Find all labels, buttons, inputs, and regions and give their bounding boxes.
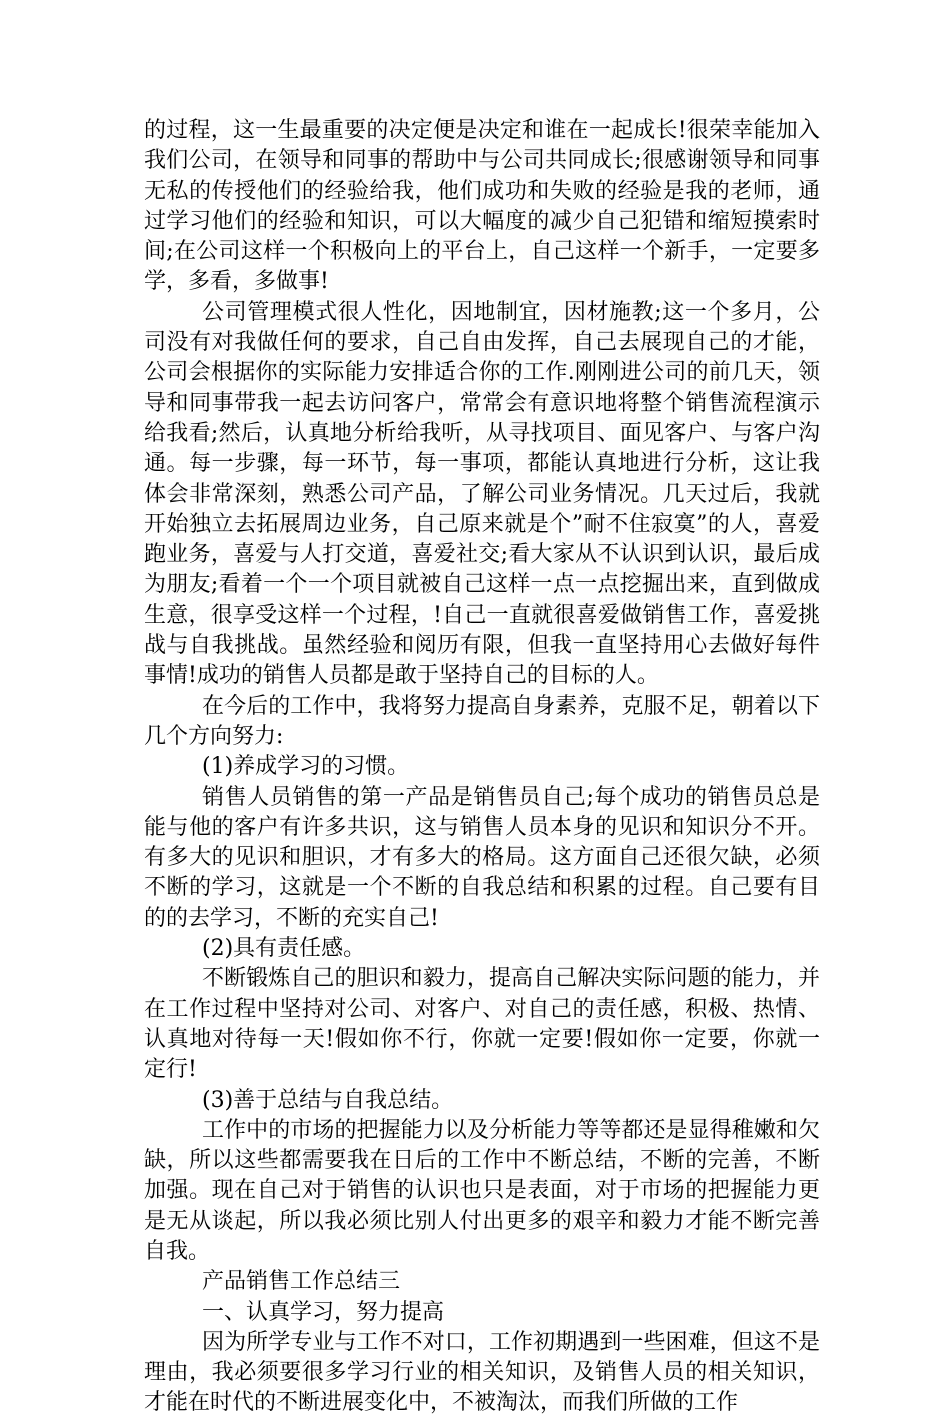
paragraph-7: 因为所学专业与工作不对口，工作初期遇到一些困难，但这不是理由，我必须要很多学习行业的相关知识，及销售人员的相关知识，才能在时代的不断进展变化中，不被淘汰，而我们所做的工作 xyxy=(144,1329,820,1416)
paragraph-3: 在今后的工作中，我将努力提高自身素养，克服不足，朝着以下几个方向努力: xyxy=(144,693,820,749)
list-heading-1: (1)养成学习的习惯。 xyxy=(202,754,410,780)
document-body xyxy=(144,116,820,1419)
section-heading: 一、认真学习，努力提高 xyxy=(202,1299,445,1325)
list-heading-3: (3)善于总结与自我总结。 xyxy=(202,1087,454,1113)
paragraph-1: 的过程，这一生最重要的决定便是决定和谁在一起成长!很荣幸能加入我们公司，在领导和同事的帮助中与公司共同成长;很感谢领导和同事无私的传授他们的经验给我，他们成功和失败的经验是我的老师，通过学习他们的经验和知识，可以大幅度的减少自己犯错和缩短摸索时间;在公司这样一个积极向上的平台上，自己这样一个新手，一定要多学，多看，多做事! xyxy=(144,118,820,295)
paragraph-2: 公司管理模式很人性化，因地制宜，因材施教;这一个多月，公司没有对我做任何的要求，自己自由发挥，自己去展现自己的才能，公司会根据你的实际能力安排适合你的工作.刚刚进公司的前几天，领导和同事带我一起去访问客户，常常会有意识地将整个销售流程演示给我看;然后，认真地分析给我听，从寻找项目、面见客户、与客户沟通。每一步骤，每一环节，每一事项，都能认真地进行分析，这让我体会非常深刻，熟悉公司产品，了解公司业务情况。几天过后，我就开始独立去拓展周边业务，自己原来就是个”耐不住寂寞”的人，喜爱跑业务，喜爱与人打交道，喜爱社交;看大家从不认识到认识，最后成为朋友;看着一个一个项目就被自己这样一点一点挖掘出来，直到做成生意，很享受这样一个过程，!自己一直就很喜爱做销售工作，喜爱挑战与自我挑战。虽然经验和阅历有限，但我一直坚持用心去做好每件事情!成功的销售人员都是敢于坚持自己的目标的人。 xyxy=(144,299,820,689)
section-title: 产品销售工作总结三 xyxy=(202,1269,401,1295)
list-heading-2: (2)具有责任感。 xyxy=(202,936,366,962)
paragraph-6: 工作中的市场的把握能力以及分析能力等等都还是显得稚嫩和欠缺，所以这些都需要我在日后的工作中不断总结，不断的完善，不断加强。现在自己对于销售的认识也只是表面，对于市场的把握能力更是无从谈起，所以我必须比别人付出更多的艰辛和毅力才能不断完善自我。 xyxy=(144,1117,820,1264)
paragraph-4: 销售人员销售的第一产品是销售员自己;每个成功的销售员总是能与他的客户有许多共识，这与销售人员本身的见识和知识分不开。有多大的见识和胆识，才有多大的格局。这方面自己还很欠缺，必须不断的学习，这就是一个不断的自我总结和积累的过程。自己要有目的的去学习，不断的充实自己! xyxy=(144,784,820,931)
paragraph-5: 不断锻炼自己的胆识和毅力，提高自己解决实际问题的能力，并在工作过程中坚持对公司、对客户、对自己的责任感，积极、热情、认真地对待每一天!假如你不行，你就一定要!假如你一定要，你就一定行! xyxy=(144,966,820,1083)
